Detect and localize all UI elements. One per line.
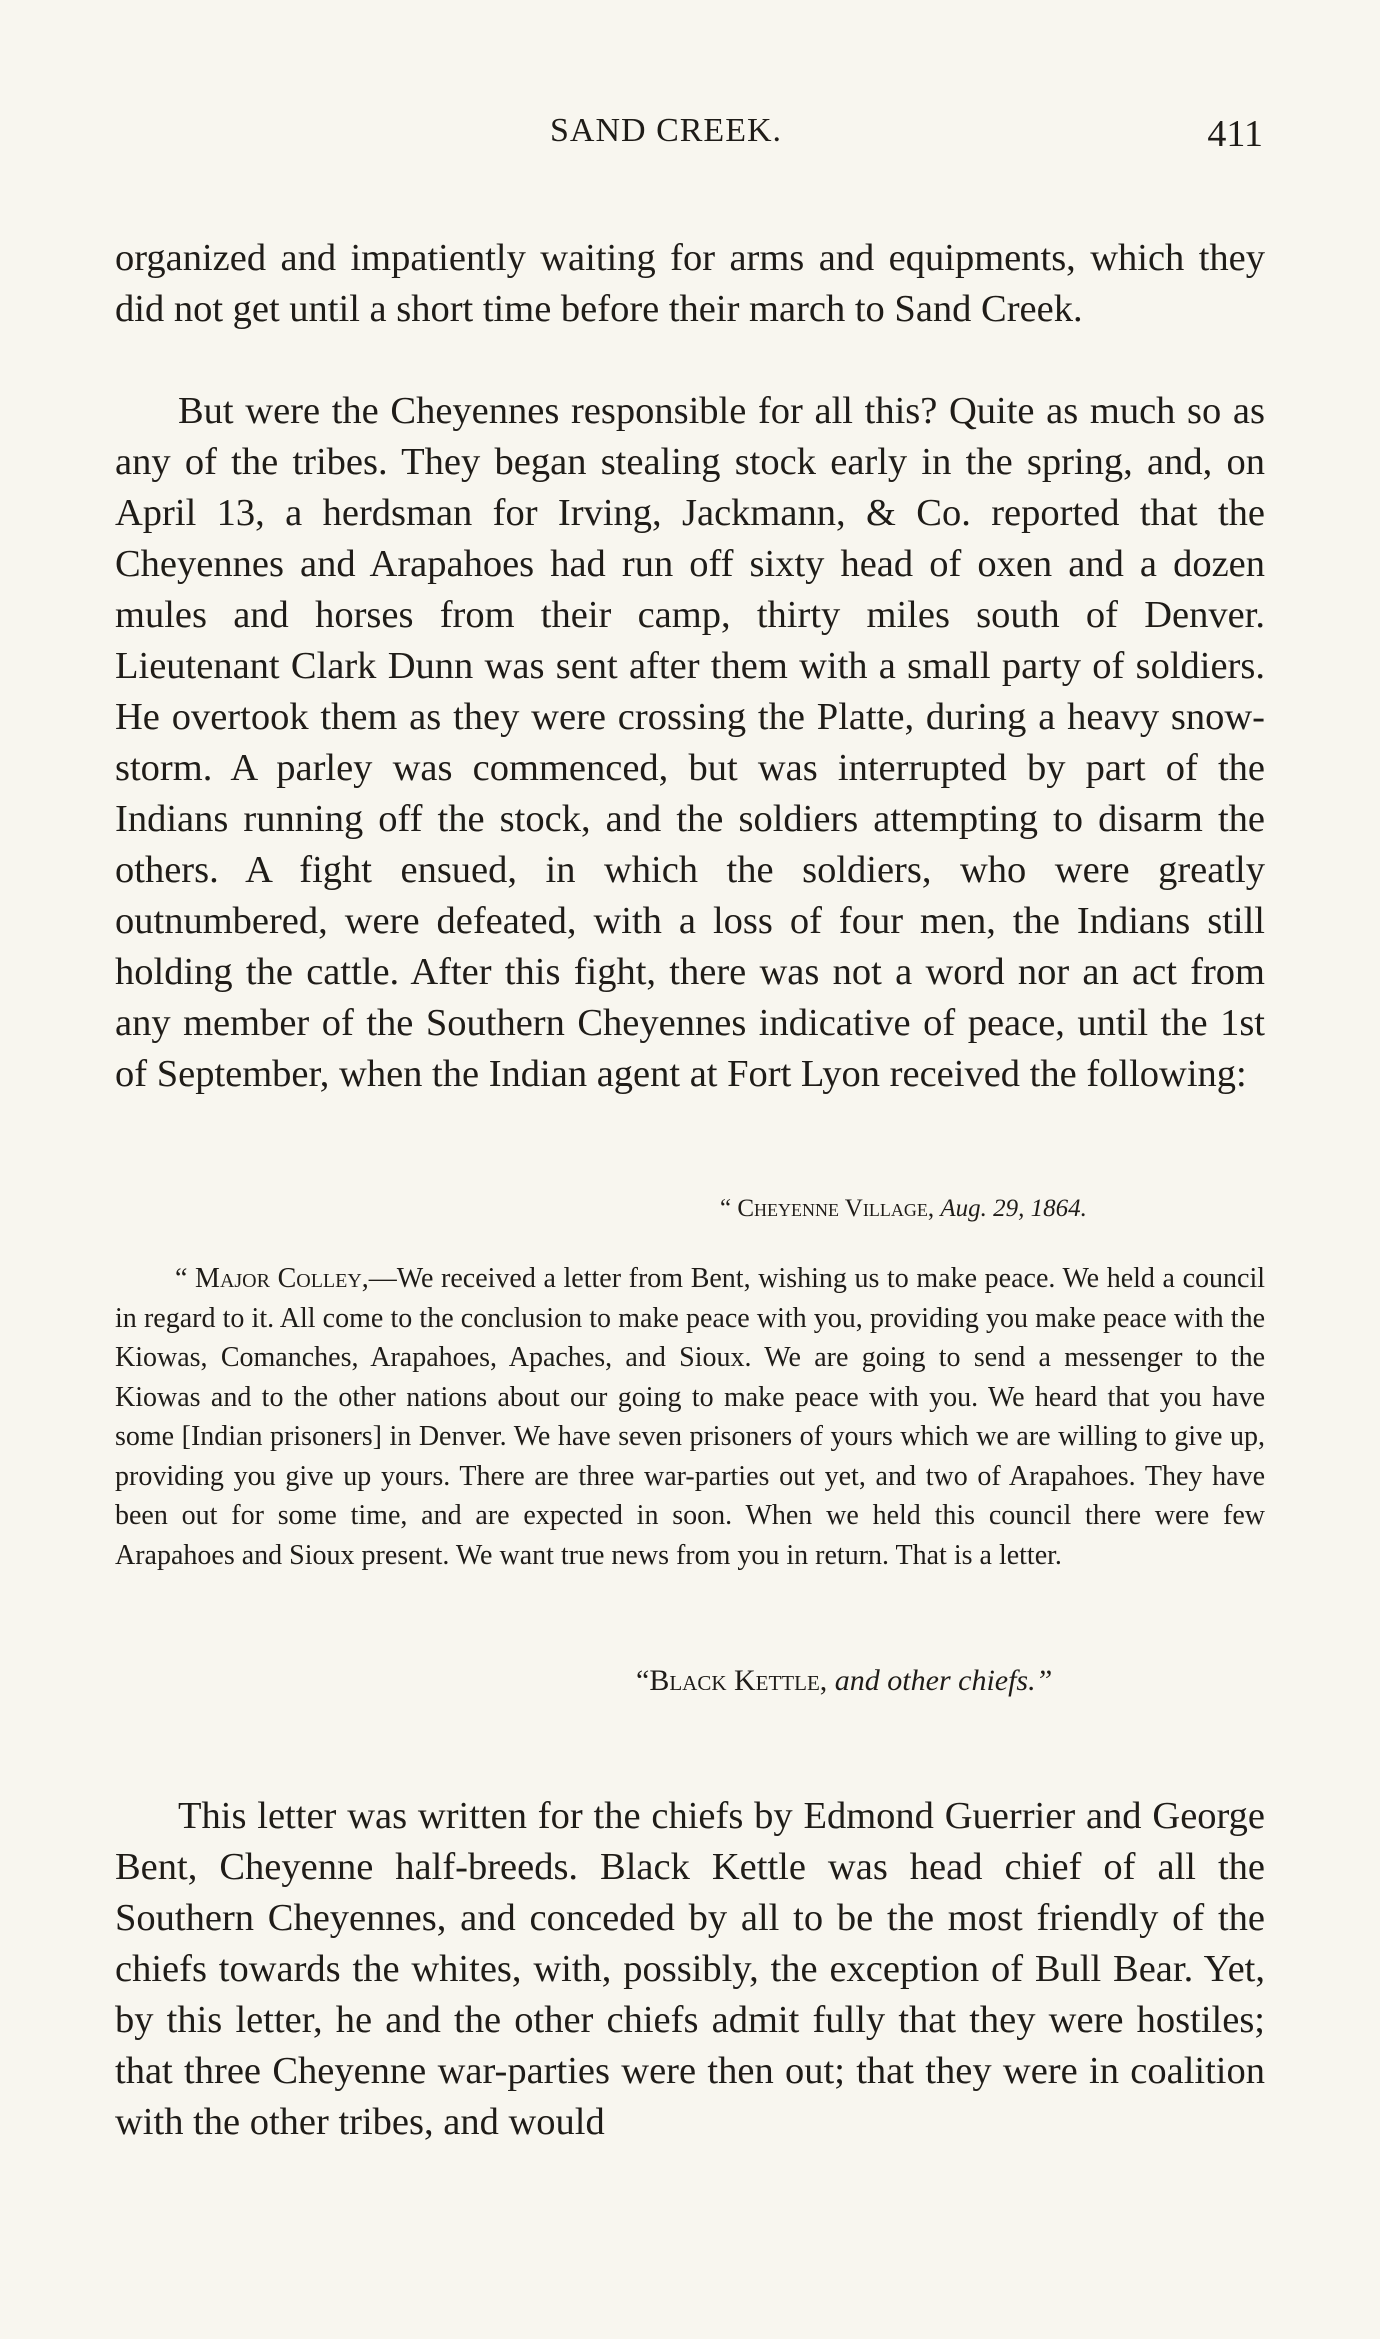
paragraph-letter-written: This letter was written for the chiefs by Edmond Guerrier and George Bent, Cheyenne half-breeds. Black Kettle was head chief of all the Southern Cheyennes, and conceded by all to be the most friendly of the chiefs towards the whites, with, possibly, the exception of Bull Bear. Yet, by this letter, he and the other chiefs admit fully that they were hostiles; that three Cheyenne war-parties were then out; that they were in coalition with the other tribes, and would xyxy=(115,1794,1265,2143)
letter-signature xyxy=(636,1661,1052,1701)
letter-body xyxy=(115,1259,1265,1575)
letter-signature-name: “Black Kettle, xyxy=(636,1664,828,1697)
page-number: 411 xyxy=(1207,113,1263,155)
paragraph-cheyennes-responsible: But were the Cheyennes responsible for all this? Quite as much so as any of the tribes. They began stealing stock early in the spring, and, on April 13, a herdsman for Irving, Jackmann, & Co. reported that the Cheyennes and Arapahoes had run off sixty head of oxen and a dozen mules and horses from their camp, thirty miles south of Denver. Lieutenant Clark Dunn was sent after them with a small party of soldiers. He overtook them as they were crossing the Platte, during a heavy snow-storm. A parley was commenced, but was interrupted by part of the Indians running off the stock, and the soldiers attempting to disarm the others. A fight ensued, in which the soldiers, who were greatly outnumbered, were defeated, with a loss of four men, the Indians still holding the cattle. After this fight, there was not a word nor an act from any member of the Southern Cheyennes indicative of peace, until the 1st of September, when the Indian agent at Fort Lyon received the following: xyxy=(115,389,1265,1095)
letter-signature-rest: and other chiefs.” xyxy=(834,1664,1053,1697)
letter-text: —We received a letter from Bent, wishing us to make peace. We held a council in regard to it. All come to the conclusion to make peace with you, providing you make peace with the Kiowas, Comanches, Arapahoes, Apaches, and Sioux. We are going to send a messenger to the Kiowas and to the other nations about our going to make peace with you. We heard that you have some [Indian prisoners] in Denver. We have seven prisoners of yours which we are willing to give up, providing you give up yours. There are three war-parties out yet, and two of Arapahoes. They have been out for some time, and are expected in soon. When we held this council there were few Arapahoes and Sioux present. We want true news from you in return. That is a letter. xyxy=(115,1263,1266,1571)
letter-salutation: “ Major Colley, xyxy=(175,1263,369,1294)
letter-dateline-place: “ Cheyenne Village, xyxy=(720,1195,935,1222)
letter-dateline-date: Aug. 29, 1864. xyxy=(940,1195,1087,1222)
running-title: SAND CREEK. xyxy=(550,112,783,149)
paragraph-organized: organized and impatiently waiting for arms and equipments, which they did not get until a short time before their march to Sand Creek. xyxy=(115,236,1265,330)
letter-dateline xyxy=(720,1192,1087,1226)
running-head xyxy=(0,112,1380,162)
